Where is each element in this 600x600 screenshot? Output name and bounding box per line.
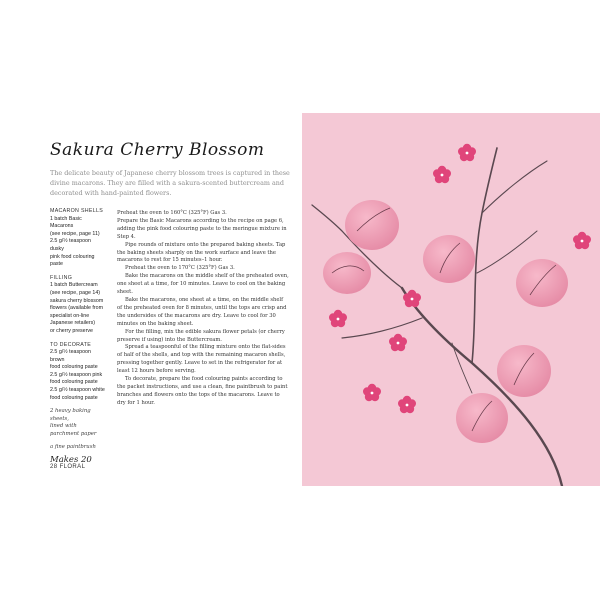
- branch-top: [472, 148, 497, 363]
- method-step: Pipe rounds of mixture onto the prepared baking sheets. Tap the baking sheets sharply on the work surface and leave the macarons to rest for 15 minutes–1 hour.: [117, 241, 286, 264]
- method-step: Preheat the oven to 170°C (325°F) Gas 3.: [125, 265, 235, 272]
- ingredient-line: Japanese retailers): [50, 320, 96, 327]
- method-step: To decorate, prepare the food colouring paints according to the packet instructions, and use a clean, fine paintbrush to paint branches and flowers onto the tops of the macarons. Leave to dry for 1 hour.: [117, 376, 288, 406]
- macaron-3: [423, 235, 475, 283]
- recipe-intro: The delicate beauty of Japanese cherry blossom trees is captured in these divine macarons. They are filled with a sakura-scented buttercream and decorated with hand-painted flowers.: [50, 169, 290, 198]
- ingredient-line: 2.5 g/½ teaspoon white: [50, 387, 105, 394]
- macaron-6: [456, 393, 508, 443]
- section-name: FLORAL: [59, 464, 86, 470]
- ingredient-heading: MACARON SHELLS: [50, 208, 104, 214]
- method-step: Preheat the oven to 160°C (325°F) Gas 3.: [117, 210, 227, 216]
- ingredient-line: pink food colouring: [50, 253, 95, 260]
- macaron-2: [323, 252, 371, 294]
- ingredient-line: 1 batch Buttercream: [50, 282, 98, 289]
- ingredient-line: food colouring paste: [50, 379, 98, 386]
- ingredient-line: 2.5 g/½ teaspoon dusky: [50, 238, 91, 252]
- page-folio: [50, 464, 85, 470]
- ingredient-line: 2.5 g/½ teaspoon brown: [50, 349, 91, 363]
- ingredient-line: food colouring paste: [50, 394, 98, 401]
- equipment-list: [50, 408, 106, 451]
- photo-page: [302, 113, 600, 486]
- ingredient-line: sakura cherry blossom: [50, 297, 104, 304]
- ingredient-line: (see recipe, page 11): [50, 230, 100, 237]
- ingredient-line: paste: [50, 261, 63, 268]
- ingredient-line: or cherry preserve: [50, 327, 93, 334]
- branch-low: [342, 318, 422, 338]
- macaron-5: [497, 345, 551, 397]
- macaron-1: [345, 200, 399, 250]
- equipment-line: 2 heavy baking sheets,: [50, 408, 91, 422]
- ingredient-line: 1 batch Basic Macarons: [50, 215, 82, 230]
- branch-group: [312, 148, 562, 486]
- ingredient-line: flowers (available from: [50, 305, 103, 312]
- macaron-4: [516, 259, 568, 307]
- ingredient-line: 2.5 g/½ teaspoon pink: [50, 371, 103, 378]
- method-column: [117, 210, 289, 408]
- ingredient-heading: TO DECORATE: [50, 341, 92, 348]
- recipe-yield: Makes 20: [50, 455, 92, 466]
- method-step: Bake the macarons on the middle shelf of the preheated oven, one sheet at a time, for 10 minutes. Leave to cool on the baking sheet.: [117, 273, 289, 296]
- ingredient-line: (see recipe, page 14): [50, 289, 101, 296]
- ingredient-heading: FILLING: [50, 274, 73, 281]
- ingredient-line: specialist on-line: [50, 312, 90, 319]
- ingredient-group-filling: [50, 275, 106, 336]
- ingredient-line: food colouring paste: [50, 364, 98, 371]
- macaron-photo: [302, 113, 600, 486]
- ingredients-column: [50, 208, 106, 465]
- equipment-line: a fine paintbrush: [50, 443, 96, 450]
- equipment-line: lined with parchment paper: [50, 423, 97, 438]
- branch-twig: [452, 343, 472, 393]
- method-step: Spread a teaspoonful of the filling mixture onto the flat-sides of half of the shells, and top with the remaining macaron shells, pressing together gently. Leave to set in the refrigerator for at least 12 hours before serving.: [117, 344, 286, 375]
- ingredient-group-shells: [50, 208, 106, 269]
- method-step: For the filling, mix the edible sakura flower petals (or cherry preserve if using) into the Buttercream.: [117, 328, 285, 343]
- method-step: Prepare the Basic Macarons according to the recipe on page 6, adding the pink food colouring paste to the meringue mixture in Step 4.: [117, 217, 287, 240]
- method-step: Bake the macarons, one sheet at a time, on the middle shelf of the preheated oven for 8 minutes, until the tops are crisp and the undersides of the macarons are dry. Leave to cool for 30 minutes on the baking sheet.: [117, 296, 287, 327]
- ingredient-group-decorate: [50, 342, 106, 403]
- recipe-title: Sakura Cherry Blossom: [50, 140, 265, 160]
- page-number: 28: [50, 464, 58, 470]
